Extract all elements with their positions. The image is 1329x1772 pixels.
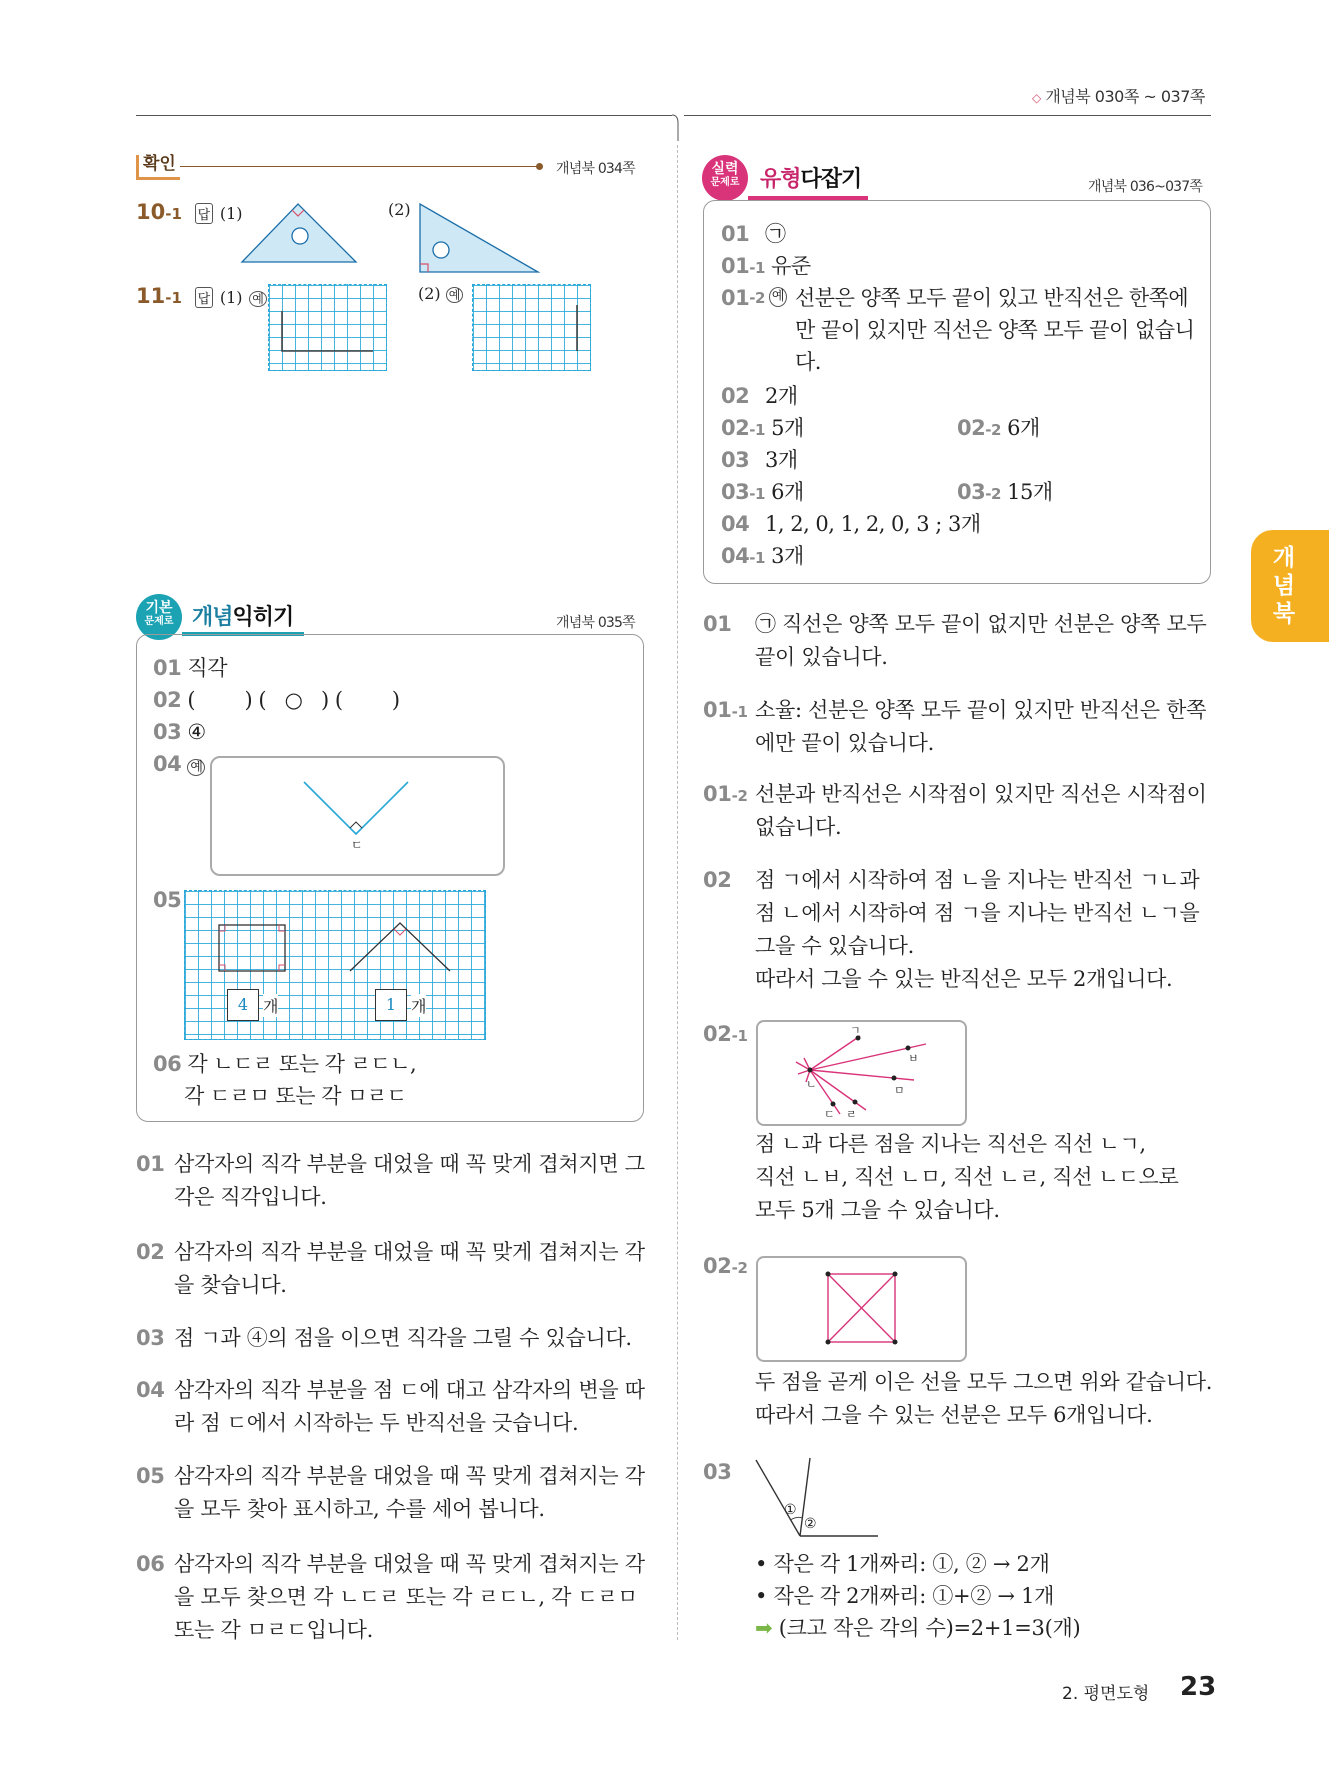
adv-r031: 03-1 6개	[721, 480, 804, 504]
example-badge: 예	[187, 759, 205, 776]
adv-exp-03-label: 03	[703, 1460, 732, 1484]
example-badge: 예	[249, 291, 267, 307]
adv-exp-01: 01 ㉠ 직선은 양쪽 모두 끝이 없지만 선분은 양쪽 모두 끝이 있습니다.	[703, 612, 1207, 669]
label-n: ㄴ	[806, 1078, 817, 1091]
answer-badge: 답	[195, 203, 214, 224]
label-m: ㅁ	[894, 1084, 905, 1097]
angle-label-2: ②	[804, 1516, 817, 1532]
basic-exp-01: 01 삼각자의 직각 부분을 대었을 때 꼭 맞게 겹쳐지면 그 각은 직각입니다.	[136, 1152, 645, 1209]
adv-exp-021-text: 점 ㄴ과 다른 점을 지나는 직선은 직선 ㄴㄱ, 직선 ㄴㅂ, 직선 ㄴㅁ, 직선 ㄴㄹ, 직선 ㄴㄷ으로 모두 5개 그을 수 있습니다.	[755, 1132, 1179, 1222]
count-box-2: 1	[375, 989, 407, 1021]
check-rule	[180, 166, 538, 167]
adv-r04: 04 1, 2, 0, 1, 2, 0, 3 ; 3개	[721, 512, 981, 536]
label-d: ㄷ	[824, 1108, 835, 1121]
example-badge: 예	[446, 287, 464, 303]
column-divider	[677, 145, 678, 1640]
angle-figure	[750, 1454, 890, 1544]
page-header-ref: ◇ 개념북 030쪽 ~ 037쪽	[1032, 87, 1205, 106]
advanced-ref: 개념북 036~037쪽	[1088, 179, 1203, 195]
label-g: ㄱ	[850, 1024, 861, 1037]
square-figure-box	[756, 1256, 967, 1362]
adv-exp-011: 01-1 소율: 선분은 양쪽 모두 끝이 있지만 반직선은 한쪽에만 끝이 있습니다.	[703, 698, 1207, 755]
adv-r01: 01 ㉠	[721, 222, 786, 246]
a04-figure-box	[210, 756, 505, 876]
adv-exp-03-bullet2: • 작은 각 2개짜리: ①+② → 1개	[755, 1584, 1055, 1608]
adv-r011: 01-1 유준	[721, 254, 811, 278]
adv-r022: 02-2 6개	[957, 416, 1040, 440]
adv-exp-022-text: 두 점을 곧게 이은 선을 모두 그으면 위와 같습니다. 따라서 그을 수 있는 선분은 모두 6개입니다.	[755, 1370, 1213, 1427]
triangle-obtuse	[238, 198, 366, 268]
q11-part2: (2) 예	[418, 284, 463, 303]
footer-chapter: 2. 평면도형	[1062, 1684, 1150, 1704]
basic-a06-line2: 각 ㄷㄹㅁ 또는 각 ㅁㄹㄷ	[184, 1084, 407, 1108]
check-ref: 개념북 034쪽	[556, 161, 635, 177]
header-rule-left	[136, 115, 672, 116]
basic-exp-04: 04 삼각자의 직각 부분을 점 ㄷ에 대고 삼각자의 변을 따라 점 ㄷ에서 시작하는 두 반직선을 긋습니다.	[136, 1378, 645, 1435]
q11-label: 11-1 답 (1) 예	[136, 284, 267, 308]
advanced-title: 유형다잡기	[760, 167, 862, 192]
triangle-right	[414, 200, 544, 276]
check-label: 확인	[136, 155, 180, 180]
adv-r012: 01 -2 예 선분은 양쪽 모두 끝이 있고 반직선은 한쪽에 만 끝이 있지만 직선은 양쪽 모두 끝이 없습니다.	[721, 286, 1195, 374]
adv-exp-02: 02 점 ㄱ에서 시작하여 점 ㄴ을 지나는 반직선 ㄱㄴ과 점 ㄴ에서 시작하여 점 ㄱ을 지나는 반직선 ㄴㄱ을 그을 수 있습니다. 따라서 그을 수 있는 반직선은 모두 2개입니다.	[703, 868, 1200, 991]
diamond-icon: ◇	[1032, 91, 1041, 105]
basic-title: 개념익히기	[192, 605, 294, 630]
label-r: ㄹ	[846, 1108, 857, 1121]
grid-11-2	[472, 284, 591, 371]
count-box-1: 4	[227, 989, 259, 1021]
adv-exp-022-label: 02-2	[703, 1254, 748, 1278]
basic-a02: 02 ( ) ( ○ ) ( )	[153, 688, 400, 712]
basic-a05: 05	[153, 888, 182, 912]
basic-a04: 04 예	[153, 748, 205, 784]
basic-ref: 개념북 035쪽	[556, 615, 635, 631]
adv-r041: 04-1 3개	[721, 544, 804, 568]
count-unit-2: 개	[411, 994, 426, 1017]
basic-badge: 기본 문제로	[136, 594, 182, 640]
adv-r032: 03-2 15개	[957, 480, 1053, 504]
advanced-badge: 실력 문제로	[702, 155, 748, 201]
adv-r02: 02 2개	[721, 384, 798, 408]
count-unit-1: 개	[263, 994, 278, 1017]
adv-r021: 02-1 5개	[721, 416, 804, 440]
basic-exp-03: 03 점 ㄱ과 ④의 점을 이으면 직각을 그릴 수 있습니다.	[136, 1326, 632, 1350]
side-tab: 개 념 북	[1251, 530, 1329, 642]
column-fold	[666, 113, 690, 143]
label-b: ㅂ	[908, 1052, 919, 1065]
basic-a03: 03 ④	[153, 720, 206, 744]
q10-label: 10-1 답 (1)	[136, 200, 243, 224]
answer-badge: 답	[195, 287, 214, 308]
adv-exp-021-label: 02-1	[703, 1022, 748, 1046]
example-badge: 예	[769, 287, 787, 307]
adv-exp-03-bullet1: • 작은 각 1개짜리: ①, ② → 2개	[755, 1552, 1050, 1576]
basic-a01: 01 직각	[153, 656, 227, 680]
angle-label-1: ①	[784, 1502, 797, 1518]
grid-05	[184, 890, 486, 1040]
basic-a06: 06 각 ㄴㄷㄹ 또는 각 ㄹㄷㄴ,	[153, 1052, 417, 1076]
adv-r03: 03 3개	[721, 448, 798, 472]
q10-part2: (2)	[388, 200, 411, 219]
arrow-right-icon: ➡	[755, 1616, 773, 1640]
footer-page-number: 23	[1180, 1672, 1217, 1702]
basic-exp-06: 06 삼각자의 직각 부분을 대었을 때 꼭 맞게 겹쳐지는 각을 모두 찾으면 각 ㄴㄷㄹ 또는 각 ㄹㄷㄴ, 각 ㄷㄹㅁ 또는 각 ㅁㄹㄷ입니다.	[136, 1552, 645, 1642]
header-rule-right	[684, 115, 1211, 116]
rays-figure-box	[756, 1020, 967, 1126]
adv-exp-03-result: ➡ (크고 작은 각의 수)=2+1=3(개)	[755, 1616, 1081, 1640]
basic-exp-05: 05 삼각자의 직각 부분을 대었을 때 꼭 맞게 겹쳐지는 각을 모두 찾아 표시하고, 수를 세어 봅니다.	[136, 1464, 645, 1521]
adv-exp-012: 01-2 선분과 반직선은 시작점이 있지만 직선은 시작점이 없습니다.	[703, 782, 1207, 839]
grid-11-1	[268, 284, 387, 371]
a04-point-label: ㄷ	[351, 838, 363, 852]
basic-exp-02: 02 삼각자의 직각 부분을 대었을 때 꼭 맞게 겹쳐지는 각을 찾습니다.	[136, 1240, 645, 1297]
check-rule-dot	[536, 163, 543, 170]
